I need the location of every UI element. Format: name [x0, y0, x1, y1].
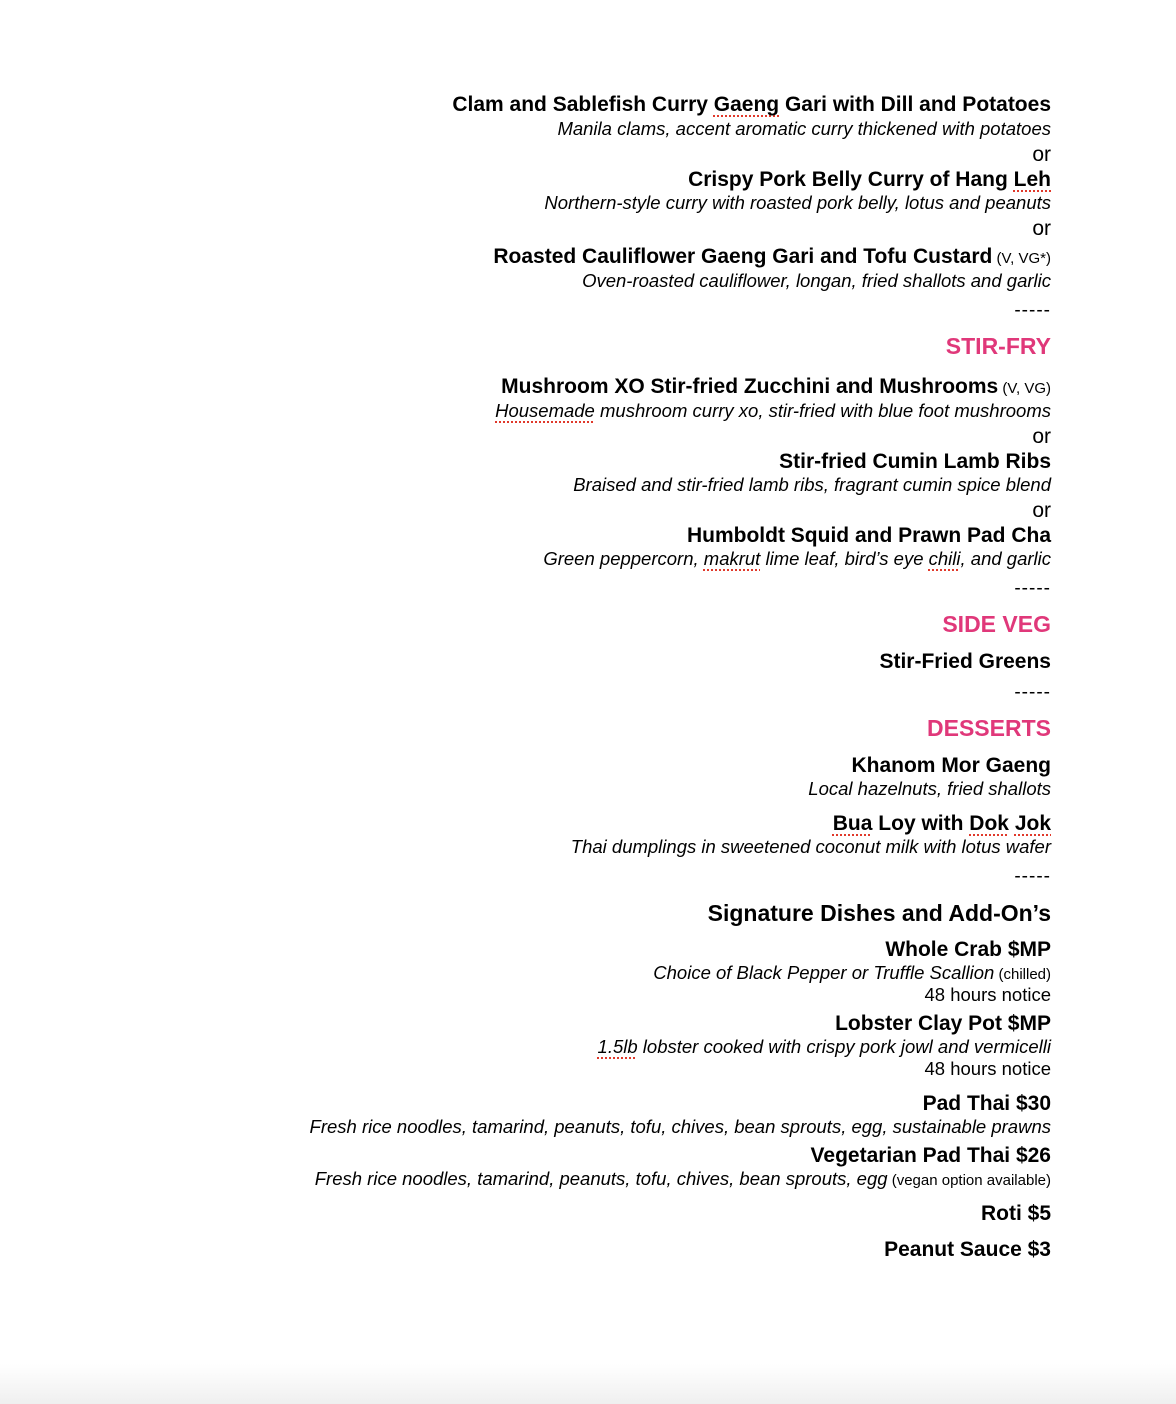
squid-description-part: lime leaf, bird’s eye [760, 548, 929, 569]
spellcheck-word: 1.5lb [597, 1036, 638, 1057]
signature-heading: Signature Dishes and Add-On’s [707, 900, 1051, 926]
bua-loy-title-part: Loy with [872, 812, 970, 835]
or-divider: or [1032, 143, 1051, 166]
mushroom-xo-title [501, 375, 1051, 399]
spellcheck-word: makrut [703, 548, 761, 569]
mushroom-xo-title-text: Mushroom XO Stir-fried Zucchini and Mushrooms [501, 375, 999, 398]
mushroom-xo-description [495, 400, 1051, 422]
page-bottom-shadow [0, 1364, 1176, 1404]
pork-belly-curry-title [688, 168, 1051, 192]
side-veg-heading: SIDE VEG [942, 611, 1051, 637]
chilled-tag: (chilled) [994, 966, 1051, 983]
roti-title: Roti $5 [980, 1202, 1051, 1225]
or-divider: or [1032, 425, 1051, 448]
pad-thai-title: Pad Thai $30 [922, 1092, 1051, 1115]
pad-thai-description: Fresh rice noodles, tamarind, peanuts, tofu, chives, bean sprouts, egg, sustainable prawns [309, 1116, 1051, 1137]
lobster-clay-pot-title: Lobster Clay Pot $MP [835, 1012, 1051, 1035]
vegetarian-pad-thai-description [315, 1168, 1051, 1190]
squid-pad-cha-title: Humboldt Squid and Prawn Pad Cha [686, 524, 1051, 547]
section-separator: ----- [1014, 866, 1051, 887]
mushroom-xo-description-part: mushroom curry xo, stir-fried with blue foot mushrooms [594, 400, 1051, 421]
clam-curry-title-part: Gari with Dill and Potatoes [779, 93, 1051, 116]
pork-belly-curry-description: Northern-style curry with roasted pork belly, lotus and peanuts [544, 192, 1051, 213]
cauliflower-curry-title [493, 245, 1051, 269]
spellcheck-word: Jok [1014, 812, 1051, 835]
spellcheck-word: Housemade [495, 400, 595, 421]
spellcheck-word: Bua [832, 812, 873, 835]
dietary-tag: (V, VG*) [992, 250, 1051, 267]
squid-pad-cha-description [543, 548, 1051, 570]
vegetarian-pad-thai-title: Vegetarian Pad Thai $26 [810, 1144, 1051, 1167]
stir-fry-heading: STIR-FRY [945, 333, 1051, 359]
dietary-tag: (V, VG) [998, 380, 1051, 397]
or-divider: or [1032, 217, 1051, 240]
pork-belly-title-part: Crispy Pork Belly Curry of Hang [688, 168, 1014, 191]
lobster-clay-pot-description [598, 1036, 1051, 1058]
khanom-mor-gaeng-description: Local hazelnuts, fried shallots [808, 778, 1051, 799]
vegetarian-pad-thai-description-text: Fresh rice noodles, tamarind, peanuts, tofu, chives, bean sprouts, egg [314, 1168, 888, 1189]
spellcheck-word: Gaeng [713, 93, 780, 116]
clam-curry-description: Manila clams, accent aromatic curry thickened with potatoes [557, 118, 1051, 139]
lobster-description-part: lobster cooked with crispy pork jowl and vermicelli [637, 1036, 1051, 1057]
squid-description-part: , and garlic [960, 548, 1051, 569]
whole-crab-description-text: Choice of Black Pepper or Truffle Scallion [653, 962, 995, 983]
desserts-heading: DESSERTS [927, 715, 1051, 741]
clam-curry-title [452, 93, 1051, 117]
whole-crab-description [653, 962, 1051, 984]
clam-curry-title-part: Clam and Sablefish Curry [452, 93, 714, 116]
whole-crab-title: Whole Crab $MP [885, 938, 1051, 961]
stir-fried-greens-title: Stir-Fried Greens [879, 650, 1051, 673]
vegan-option-tag: (vegan option available) [887, 1172, 1051, 1189]
spellcheck-word: Leh [1013, 168, 1051, 191]
peanut-sauce-title: Peanut Sauce $3 [884, 1238, 1051, 1261]
cauliflower-curry-description: Oven-roasted cauliflower, longan, fried shallots and garlic [582, 270, 1051, 291]
section-separator: ----- [1014, 578, 1051, 599]
cumin-lamb-title: Stir-fried Cumin Lamb Ribs [779, 450, 1051, 473]
lobster-clay-pot-notice: 48 hours notice [924, 1058, 1051, 1079]
spellcheck-word: Dok [969, 812, 1009, 835]
or-divider: or [1032, 499, 1051, 522]
spellcheck-word: chili [928, 548, 961, 569]
section-separator: ----- [1014, 300, 1051, 321]
whole-crab-notice: 48 hours notice [924, 984, 1051, 1005]
cauliflower-title-text: Roasted Cauliflower Gaeng Gari and Tofu Custard [493, 245, 993, 268]
khanom-mor-gaeng-title: Khanom Mor Gaeng [851, 754, 1051, 777]
bua-loy-description: Thai dumplings in sweetened coconut milk with lotus wafer [570, 836, 1051, 857]
bua-loy-title [833, 812, 1051, 836]
cumin-lamb-description: Braised and stir-fried lamb ribs, fragrant cumin spice blend [573, 474, 1051, 495]
section-separator: ----- [1014, 682, 1051, 703]
squid-description-part: Green peppercorn, [543, 548, 704, 569]
